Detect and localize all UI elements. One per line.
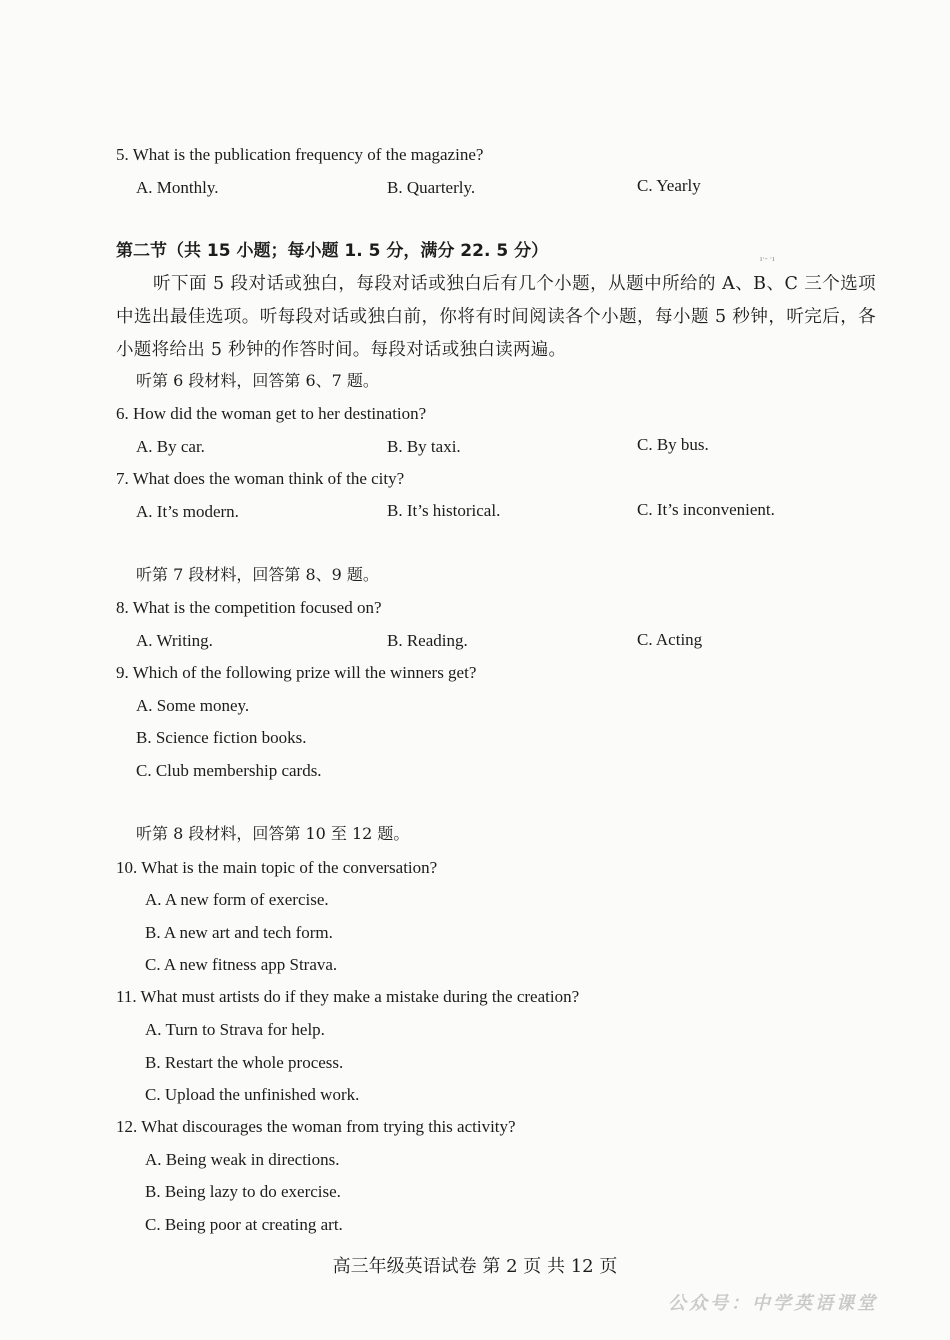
question-12: 12. What discourages the woman from trying this activity? [116, 1117, 516, 1136]
question-9: 9. Which of the following prize will the winners get? [116, 663, 477, 682]
question-5: 5. What is the publication frequency of the magazine? [116, 145, 484, 164]
question-10: 10. What is the main topic of the conversation? [116, 858, 438, 877]
q12-option-c: C. Being poor at creating art. [145, 1215, 343, 1234]
watermark: 公众号：中学英语课堂 [668, 1293, 878, 1314]
q11-option-c: C. Upload the unfinished work. [145, 1085, 360, 1104]
q5-option-a: A. Monthly. [136, 178, 219, 197]
q7-option-b: B. It’s historical. [387, 501, 501, 520]
listen-material-6: 听第 6 段材料，回答第 6、7 题。 [136, 371, 379, 390]
q10-option-c: C. A new fitness app Strava. [145, 955, 338, 974]
question-8: 8. What is the competition focused on? [116, 598, 382, 617]
q7-option-a: A. It’s modern. [136, 502, 239, 521]
q10-option-b: B. A new art and tech form. [145, 923, 333, 942]
q9-option-b: B. Science fiction books. [136, 728, 307, 747]
q9-option-c: C. Club membership cards. [136, 761, 322, 780]
section-2-title: 第二节（共 15 小题；每小题 1. 5 分，满分 22. 5 分） [116, 241, 549, 261]
q6-option-a: A. By car. [136, 437, 205, 456]
q8-option-a: A. Writing. [136, 631, 213, 650]
q8-option-c: C. Acting [637, 630, 703, 649]
q11-option-a: A. Turn to Strava for help. [145, 1020, 325, 1039]
q6-option-b: B. By taxi. [387, 437, 461, 456]
q6-option-c: C. By bus. [637, 435, 709, 454]
listen-material-8: 听第 8 段材料，回答第 10 至 12 题。 [136, 824, 410, 843]
q7-option-c: C. It’s inconvenient. [637, 500, 775, 519]
q12-option-a: A. Being weak in directions. [145, 1150, 340, 1169]
scan-speck: ı·- ·ı [760, 254, 775, 263]
q8-option-b: B. Reading. [387, 631, 468, 650]
q9-option-a: A. Some money. [136, 696, 250, 715]
question-7: 7. What does the woman think of the city? [116, 469, 405, 488]
q10-option-a: A. A new form of exercise. [145, 890, 329, 909]
listen-material-7: 听第 7 段材料，回答第 8、9 题。 [136, 565, 379, 584]
q11-option-b: B. Restart the whole process. [145, 1053, 344, 1072]
q5-option-c: C. Yearly [637, 176, 701, 195]
page-footer: 高三年级英语试卷 第 2 页 共 12 页 [332, 1256, 618, 1277]
q12-option-b: B. Being lazy to do exercise. [145, 1182, 341, 1201]
question-11: 11. What must artists do if they make a mistake during the creation? [116, 987, 580, 1006]
section-2-instructions: 听下面 5 段对话或独白，每段对话或独白后有几个小题，从题中所给的 A、B、C 三个选项中选出最佳选项。听每段对话或独白前，你将有时间阅读各个小题，每小题 5 秒钟，听完后，各小题将给出 5 秒钟的作答时间。每段对话或独白读两遍。 [116, 274, 876, 360]
q5-option-b: B. Quarterly. [387, 178, 476, 197]
question-6: 6. How did the woman get to her destination? [116, 404, 427, 423]
